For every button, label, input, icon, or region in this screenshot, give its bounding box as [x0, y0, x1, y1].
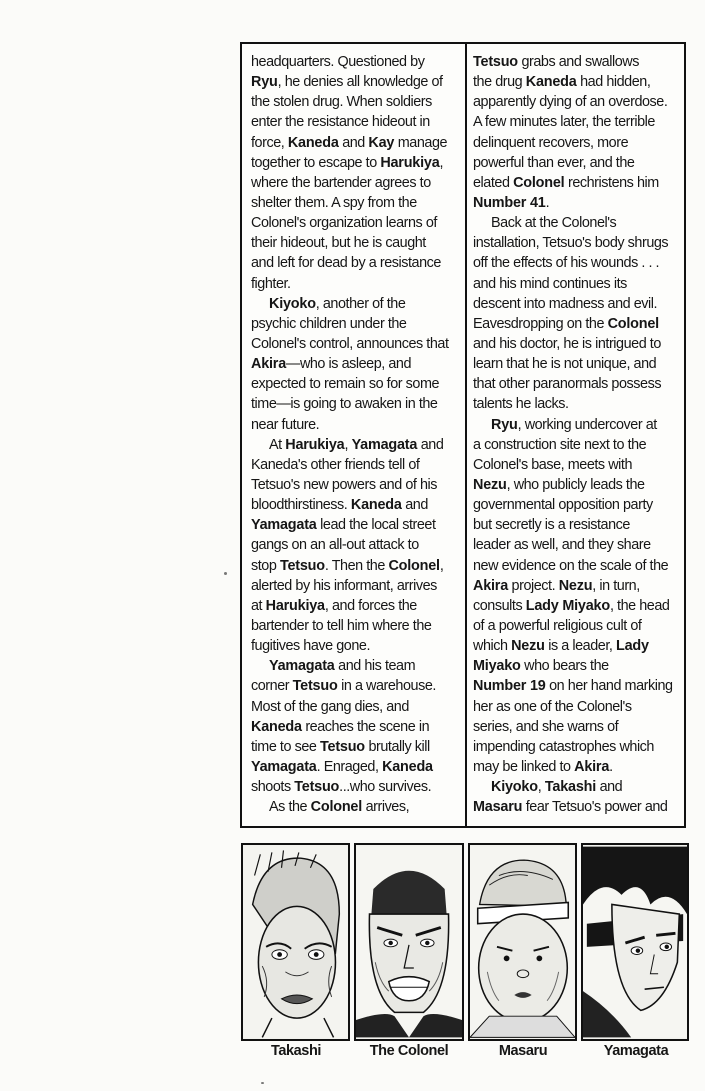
text-line: [473, 72, 685, 92]
right-text-column: [473, 52, 685, 817]
bold-name: Kaneda: [350, 497, 402, 514]
text-line: [251, 133, 461, 153]
text-line: [251, 757, 461, 777]
masaru-portrait-panel: [468, 843, 577, 1041]
column-divider: [465, 44, 467, 826]
bold-name: Lady Miyako: [525, 597, 610, 614]
bold-name: Kaneda: [525, 74, 577, 91]
bold-name: Tetsuo: [294, 779, 340, 796]
text-line: [251, 576, 461, 596]
text-run: headquarters. Questioned by: [251, 54, 425, 70]
text-run: Eavesdropping on the: [473, 315, 608, 332]
bold-name: Tetsuo: [320, 738, 365, 755]
text-run: powerful than ever, and the: [473, 154, 635, 171]
text-line: [251, 495, 461, 515]
bold-name: Tetsuo: [292, 678, 338, 695]
text-run: learn that he is not unique, and: [473, 356, 657, 373]
text-run: is a leader,: [544, 638, 616, 655]
bold-name: Colonel: [513, 174, 565, 191]
text-run: had hidden,: [576, 74, 651, 91]
text-run: shoots: [251, 779, 295, 796]
bold-name: Harukiya: [380, 154, 440, 171]
bold-name: Tetsuo: [473, 54, 518, 70]
text-run: A few minutes later, the terrible: [473, 114, 655, 131]
text-line: [251, 253, 461, 273]
text-run: lead the local street: [316, 517, 436, 534]
bold-name: Kay: [368, 134, 395, 151]
text-line: [251, 697, 461, 717]
print-speck: [261, 1082, 264, 1084]
text-line: [473, 112, 685, 132]
text-run: impending catastrophes which: [473, 738, 654, 755]
text-run: which: [473, 638, 512, 655]
text-run: gangs on an all-out attack to: [251, 537, 419, 554]
bold-name: Colonel: [310, 799, 363, 816]
print-speck: [224, 572, 227, 575]
text-run: who bears the: [520, 658, 609, 675]
text-line: [251, 435, 461, 455]
text-run: on her hand marking: [545, 678, 673, 695]
text-line: [251, 676, 461, 696]
text-line: [251, 717, 461, 737]
bold-name: Kaneda: [382, 758, 433, 775]
text-run: enter the resistance hideout in: [251, 114, 430, 131]
text-line: [251, 173, 461, 193]
text-run: manage: [394, 134, 448, 151]
text-line: [251, 394, 461, 414]
text-line: [473, 294, 685, 314]
text-run: her as one of the Colonel's: [473, 698, 632, 715]
text-line: [251, 274, 461, 294]
text-run: As the: [269, 799, 311, 816]
text-run: delinquent recovers, more: [473, 134, 629, 151]
caption-the-colonel: The Colonel: [369, 1043, 449, 1059]
text-run: Colonel's organization learns of: [251, 215, 437, 232]
text-run: Kaneda's other friends tell of: [251, 456, 420, 473]
text-line: [473, 314, 685, 334]
text-line: [473, 334, 685, 354]
text-run: Colonel's control, announces that: [251, 335, 449, 352]
text-line: [251, 616, 461, 636]
text-line: [473, 92, 685, 112]
text-run: , the head: [609, 597, 670, 614]
bold-name: Nezu: [511, 638, 545, 655]
text-run: .: [609, 758, 613, 775]
bold-name: Colonel: [607, 315, 659, 332]
text-run: and: [401, 497, 428, 514]
text-line: [473, 435, 685, 455]
text-run: bartender to tell him where the: [251, 617, 432, 634]
text-line: [251, 233, 461, 253]
bold-name: Number 19: [473, 678, 546, 695]
text-run: their hideout, but he is caught: [251, 235, 426, 252]
text-run: project.: [508, 577, 559, 594]
text-run: fighter.: [251, 275, 291, 292]
text-line: [473, 757, 685, 777]
text-line: [251, 737, 461, 757]
text-line: [251, 72, 461, 92]
bold-name: Yamagata: [269, 658, 335, 675]
text-line: [251, 475, 461, 495]
text-line: [473, 52, 685, 72]
text-run: talents he lacks.: [473, 396, 569, 413]
text-run: governmental opposition party: [473, 497, 653, 514]
text-run: and his team: [334, 658, 416, 675]
bold-name: Akira: [574, 758, 610, 775]
text-line: [251, 193, 461, 213]
yamagata-portrait-icon: [583, 845, 687, 1039]
text-run: , and forces the: [324, 597, 417, 614]
character-portraits: [241, 843, 689, 1071]
text-line: [251, 415, 461, 435]
bold-name: Akira: [473, 577, 508, 594]
bold-name: Takashi: [544, 779, 597, 796]
text-run: installation, Tetsuo's body shrugs: [473, 235, 669, 252]
text-run: where the bartender agrees to: [251, 174, 431, 191]
text-run: ...who survives.: [339, 779, 432, 796]
text-line: [251, 515, 461, 535]
text-line: [251, 777, 461, 797]
text-run: that other paranormals possess: [473, 376, 662, 393]
text-run: reaches the scene in: [301, 718, 430, 735]
text-line: [251, 797, 461, 817]
caption-masaru: Masaru: [498, 1043, 548, 1059]
text-line: [473, 173, 685, 193]
text-run: .: [545, 194, 550, 211]
text-run: new evidence on the scale of the: [473, 557, 669, 574]
text-run: ,: [439, 557, 444, 574]
text-line: [251, 213, 461, 233]
text-run: stop: [251, 557, 280, 574]
text-line: [473, 535, 685, 555]
text-run: Most of the gang dies, and: [251, 698, 409, 715]
text-run: arrives,: [362, 799, 410, 816]
text-run: , another of the: [315, 295, 406, 312]
text-run: Tetsuo's new powers and of his: [251, 476, 438, 493]
text-line: [473, 475, 685, 495]
text-run: psychic children under the: [251, 315, 407, 332]
text-run: corner: [251, 678, 293, 695]
synopsis-text-box: [240, 42, 686, 828]
text-line: [473, 415, 685, 435]
text-run: and left for dead by a resistance: [251, 255, 441, 272]
text-run: near future.: [251, 416, 320, 433]
bold-name: Miyako: [473, 658, 521, 675]
masaru-portrait-icon: [470, 845, 575, 1039]
yamagata-portrait-panel: [581, 843, 689, 1041]
bold-name: Kaneda: [251, 718, 302, 735]
text-run: force,: [251, 134, 288, 151]
bold-name: Harukiya: [265, 597, 325, 614]
text-line: [473, 495, 685, 515]
text-line: [251, 636, 461, 656]
text-line: [473, 797, 685, 817]
text-line: [251, 92, 461, 112]
text-run: ,: [439, 154, 444, 171]
text-line: [251, 596, 461, 616]
text-line: [251, 535, 461, 555]
text-line: [473, 636, 685, 656]
text-run: apparently dying of an overdose.: [473, 94, 668, 111]
colonel-portrait-icon: [356, 845, 462, 1039]
text-line: [473, 676, 685, 696]
text-line: [473, 697, 685, 717]
text-line: [251, 314, 461, 334]
text-run: . Then the: [324, 557, 389, 574]
text-run: , who publicly leads the: [506, 476, 645, 493]
text-line: [473, 354, 685, 374]
text-line: [473, 374, 685, 394]
text-line: [473, 455, 685, 475]
text-line: [251, 153, 461, 173]
bold-name: Akira: [251, 356, 286, 373]
bold-name: Harukiya: [285, 436, 345, 453]
bold-name: Number 41: [473, 194, 546, 211]
text-run: and his mind continues its: [473, 275, 627, 292]
text-run: and: [417, 436, 444, 453]
text-line: [473, 153, 685, 173]
bold-name: Nezu: [558, 577, 593, 594]
text-line: [251, 294, 461, 314]
bold-name: Colonel: [388, 557, 440, 574]
caption-yamagata: Yamagata: [603, 1043, 669, 1059]
text-line: [473, 656, 685, 676]
text-run: brutally kill: [364, 738, 430, 755]
text-run: the stolen drug. When soldiers: [251, 94, 432, 111]
bold-name: Ryu: [251, 74, 278, 91]
text-run: ,: [537, 779, 545, 796]
text-run: and: [338, 134, 369, 151]
caption-takashi: Takashi: [270, 1043, 322, 1059]
text-line: [473, 274, 685, 294]
bold-name: Yamagata: [351, 436, 418, 453]
text-run: a construction site next to the: [473, 436, 647, 453]
colonel-portrait-panel: [354, 843, 464, 1041]
text-line: [251, 656, 461, 676]
text-run: of a powerful religious cult of: [473, 617, 642, 634]
text-run: in a warehouse.: [337, 678, 436, 695]
text-run: descent into madness and evil.: [473, 295, 658, 312]
takashi-portrait-panel: [241, 843, 350, 1041]
text-run: off the effects of his wounds . . .: [473, 255, 660, 272]
text-run: ,: [344, 436, 352, 453]
text-run: the drug: [473, 74, 526, 91]
text-line: [473, 596, 685, 616]
text-run: and: [596, 779, 623, 796]
text-line: [473, 777, 685, 797]
text-run: , in turn,: [592, 577, 640, 594]
text-line: [251, 556, 461, 576]
text-line: [473, 133, 685, 153]
text-line: [251, 374, 461, 394]
bold-name: Tetsuo: [279, 557, 325, 574]
left-text-column: [251, 52, 461, 817]
text-line: [473, 394, 685, 414]
text-run: and his doctor, he is intrigued to: [473, 335, 661, 352]
text-run: . Enraged,: [316, 758, 383, 775]
bold-name: Masaru: [473, 799, 523, 816]
text-run: but secretly is a resistance: [473, 517, 630, 534]
text-run: Colonel's base, meets with: [473, 456, 633, 473]
text-line: [473, 737, 685, 757]
text-run: time—is going to awaken in the: [251, 396, 438, 413]
text-run: , he denies all knowledge of: [277, 74, 443, 91]
takashi-portrait-icon: [243, 845, 348, 1039]
text-line: [473, 576, 685, 596]
text-run: Back at the Colonel's: [491, 215, 617, 232]
text-line: [473, 556, 685, 576]
text-line: [473, 717, 685, 737]
text-line: [251, 334, 461, 354]
text-run: elated: [473, 174, 514, 191]
text-run: expected to remain so for some: [251, 376, 440, 393]
text-run: at: [251, 597, 266, 614]
text-run: bloodthirstiness.: [251, 497, 351, 514]
text-run: —who is asleep, and: [286, 356, 412, 373]
text-line: [473, 213, 685, 233]
text-line: [473, 193, 685, 213]
text-run: rechristens him: [564, 174, 659, 191]
text-line: [251, 52, 461, 72]
text-run: series, and she warns of: [473, 718, 619, 735]
text-run: consults: [473, 597, 526, 614]
text-run: grabs and swallows: [517, 54, 639, 70]
bold-name: Ryu: [491, 416, 518, 433]
text-line: [473, 233, 685, 253]
text-line: [473, 253, 685, 273]
text-line: [251, 354, 461, 374]
bold-name: Kaneda: [287, 134, 339, 151]
text-run: fear Tetsuo's power and: [522, 799, 668, 816]
text-run: At: [269, 436, 286, 453]
text-run: alerted by his informant, arrives: [251, 577, 437, 594]
text-run: time to see: [251, 738, 320, 755]
bold-name: Yamagata: [251, 758, 317, 775]
bold-name: Kiyoko: [269, 295, 316, 312]
text-run: fugitives have gone.: [251, 638, 371, 655]
text-run: leader as well, and they share: [473, 537, 651, 554]
text-line: [473, 616, 685, 636]
text-run: shelter them. A spy from the: [251, 194, 417, 211]
bold-name: Nezu: [473, 476, 507, 493]
bold-name: Yamagata: [251, 517, 317, 534]
bold-name: Lady: [615, 638, 649, 655]
text-line: [251, 455, 461, 475]
text-run: , working undercover at: [517, 416, 657, 433]
text-run: may be linked to: [473, 758, 575, 775]
text-line: [473, 515, 685, 535]
text-line: [251, 112, 461, 132]
text-run: together to escape to: [251, 154, 381, 171]
bold-name: Kiyoko: [491, 779, 538, 796]
